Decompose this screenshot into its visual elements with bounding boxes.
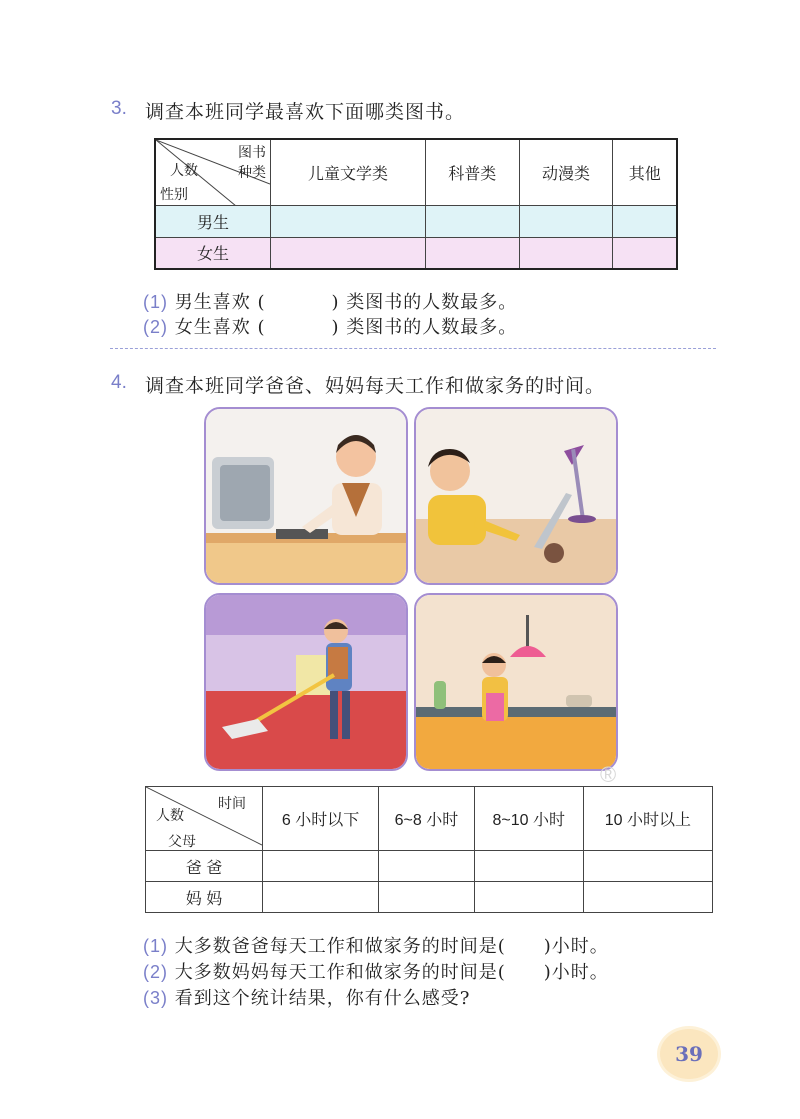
q3-cell[interactable] (613, 205, 677, 237)
q3-row-girls (155, 237, 677, 269)
father-mopping-illustration (204, 593, 408, 771)
mother-cooking-illustration (414, 593, 618, 771)
q3-row-label: 男生 (155, 205, 271, 237)
q4-col-0: 6 小时以下 (263, 787, 379, 851)
q4-sub-3 (143, 984, 470, 1010)
sub-pre: 大多数爸爸每天工作和做家务的时间是( (174, 936, 506, 957)
sub-post: )小时。 (543, 936, 609, 957)
sub-pre: 大多数妈妈每天工作和做家务的时间是( (174, 962, 506, 983)
q3-header-bl: 性别 (160, 187, 188, 203)
q4-number: 4. (111, 372, 127, 393)
q3-header-tr: 图书 (238, 145, 266, 161)
q4-cell[interactable] (379, 882, 475, 913)
q4-header-tr: 时间 (218, 795, 246, 811)
q3-cell[interactable] (519, 205, 613, 237)
q3-row-label: 女生 (155, 237, 271, 269)
q4-cell[interactable] (379, 851, 475, 882)
q4-cell[interactable] (583, 882, 712, 913)
sub-number: (2) (143, 962, 168, 982)
q3-number: 3. (111, 98, 127, 119)
q4-col-3: 10 小时以上 (583, 787, 712, 851)
sub-number: (2) (143, 317, 168, 337)
q3-cell[interactable] (271, 205, 426, 237)
q4-text: 调查本班同学爸爸、妈妈每天工作和做家务的时间。 (145, 375, 606, 397)
sub-number: (1) (143, 936, 168, 956)
q4-col-1: 6~8 小时 (379, 787, 475, 851)
sub-pre: 男生喜欢 ( (174, 292, 266, 313)
father-working-illustration (204, 407, 408, 585)
sub-post: ) 类图书的人数最多。 (331, 292, 518, 313)
q3-sub-2 (143, 313, 517, 339)
q3-header-mid: 人数 (170, 163, 198, 179)
q3-col-1: 科普类 (425, 139, 519, 205)
sub-post: ) 类图书的人数最多。 (331, 317, 518, 338)
q4-col-2: 8~10 小时 (474, 787, 583, 851)
q4-row-father (146, 851, 713, 882)
q4-header-diagonal-cell (146, 787, 263, 851)
q4-table (145, 786, 713, 913)
q4-row-label: 爸 爸 (146, 851, 263, 882)
q3-col-3: 其他 (613, 139, 677, 205)
q4-row-mother (146, 882, 713, 913)
watermark-registered-mark: ® (600, 762, 617, 787)
q4-header-mid: 人数 (156, 807, 184, 823)
q4-cell[interactable] (263, 882, 379, 913)
q3-row-boys (155, 205, 677, 237)
q4-sub-1 (143, 932, 609, 958)
sub-number: (3) (143, 988, 168, 1008)
sub-number: (1) (143, 292, 168, 312)
q3-cell[interactable] (519, 237, 613, 269)
q3-sub-1 (143, 288, 517, 314)
q3-col-0: 儿童文学类 (271, 139, 426, 205)
sub-pre: 看到这个统计结果，你有什么感受? (174, 988, 471, 1009)
q3-header-tr2: 种类 (238, 165, 266, 181)
q3-cell[interactable] (425, 237, 519, 269)
q4-header-bl: 父母 (168, 833, 196, 849)
q3-cell[interactable] (613, 237, 677, 269)
sub-post: )小时。 (543, 962, 609, 983)
q3-cell[interactable] (425, 205, 519, 237)
section-divider (110, 348, 716, 349)
page-number-badge: 39 (660, 1029, 718, 1079)
sub-pre: 女生喜欢 ( (174, 317, 266, 338)
q4-cell[interactable] (474, 882, 583, 913)
q3-table (154, 138, 678, 270)
q4-cell[interactable] (263, 851, 379, 882)
q4-cell[interactable] (583, 851, 712, 882)
q3-cell[interactable] (271, 237, 426, 269)
q4-row-label: 妈 妈 (146, 882, 263, 913)
q3-header-diagonal-cell (155, 139, 271, 205)
q4-cell[interactable] (474, 851, 583, 882)
mother-working-illustration (414, 407, 618, 585)
q4-sub-2 (143, 958, 609, 984)
q3-col-2: 动漫类 (519, 139, 613, 205)
q3-text: 调查本班同学最喜欢下面哪类图书。 (145, 101, 466, 123)
